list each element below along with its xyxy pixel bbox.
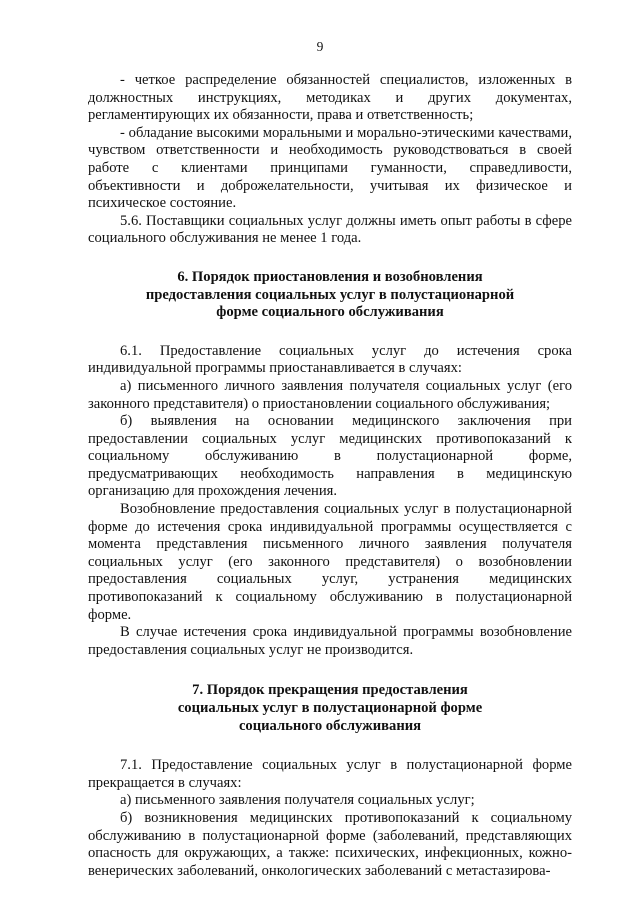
section-7-heading-line: 7. Порядок прекращения предоставления [192,682,468,699]
paragraph-expiry: В случае истечения срока индивидуальной программы возобновление предоставления социальных услуг не производится. [88,624,572,658]
paragraph-7-1-a: а) письменного заявления получателя социальных услуг; [120,792,475,809]
paragraph-resumption: Возобновление предоставления социальных услуг в полустационарной форме до истечения срока индивидуальной программы осуществляется с момента представления письменного личного заявления получателя социальных услуг (его законного представителя) о возобновлении предоставления социальных услуг, устранения медицинских противопоказаний к социальному обслуживанию в полустационарной форме. [88,501,572,623]
section-6-heading-line: 6. Порядок приостановления и возобновления [177,268,483,285]
paragraph-duties-distribution: - четкое распределение обязанностей специалистов, изложенных в должностных инструкциях, методиках и других документах, регламентирующих их обязанности, права и ответственность; [88,72,572,124]
paragraph-moral-qualities: - обладание высокими моральными и морально-этическими качествами, чувством ответственности и необходимость руководствоваться в своей работе с клиентами принципами гуманности, справедливости, объективности и доброжелательности, учитывая их физическое и психическое состояние. [88,124,572,212]
section-6-heading [88,269,572,322]
paragraph-5-6: 5.6. Поставщики социальных услуг должны иметь опыт работы в сфере социального обслуживания не менее 1 года. [88,212,572,247]
paragraph-6-1-a: а) письменного личного заявления получателя социальных услуг (его законного представителя) о приостановлении социального обслуживания; [88,377,572,412]
section-6-heading-line: предоставления социальных услуг в полустационарной [145,286,515,303]
section-7-heading-line: социального обслуживания [238,717,422,734]
section-7-heading [88,682,572,735]
paragraph-6-1: 6.1. Предоставление социальных услуг до истечения срока индивидуальной программы приостанавливается в случаях: [88,342,572,377]
paragraph-6-1-b: б) выявления на основании медицинского заключения при предоставлении социальных услуг медицинских противопоказаний к социальному обслуживанию в полустационарной форме, предусматривающих необходимость направления в медицинскую организацию для прохождения лечения. [88,413,572,500]
paragraph-7-1-b: б) возникновения медицинских противопоказаний к социальному обслуживанию в полустационарной форме (заболеваний, представляющих опасность для окружающих, а также: психических, инфекционных, кожно-венерических заболеваний, онкологических заболеваний с метастазирова- [88,809,572,879]
section-7-heading-line: социальных услуг в полустационарной форме [177,700,483,716]
page-content [88,72,572,880]
paragraph-7-1: 7.1. Предоставление социальных услуг в полустационарной форме прекращается в случаях: [88,757,572,791]
section-6-heading-line: форме социального обслуживания [216,304,444,321]
page-number: 9 [316,39,324,54]
